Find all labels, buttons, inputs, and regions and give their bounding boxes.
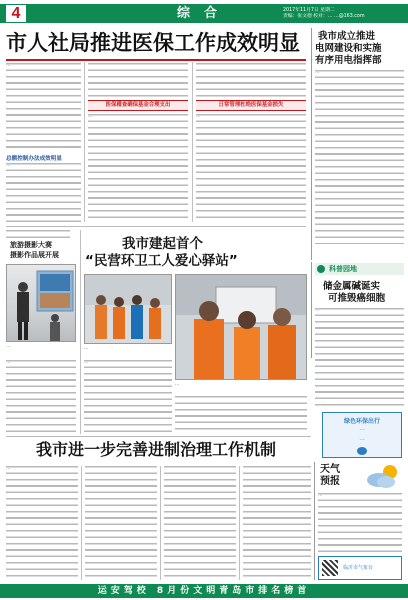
weather-source: 临沂市气象台 bbox=[343, 565, 374, 571]
bottom-body-col1: … bbox=[6, 466, 78, 580]
footer-banner: 运安驾校 8月份文明青岛市排名榜首 bbox=[0, 584, 408, 598]
workers-illustration bbox=[85, 275, 172, 344]
bottom-headline: 我市进一步完善进制治理工作机制 bbox=[36, 440, 277, 459]
volunteer-photo-right bbox=[175, 274, 307, 380]
lead-intro: … bbox=[6, 63, 81, 151]
volunteer-body-2 bbox=[175, 396, 307, 432]
volunteer-headline-line2: “民营环卫工人爱心驿站” bbox=[85, 253, 238, 269]
volunteer-body: … bbox=[84, 360, 172, 432]
sanitation-worker-illustration bbox=[176, 275, 307, 380]
lead-body-3: … bbox=[196, 114, 306, 222]
bottom-body-col2 bbox=[85, 466, 157, 580]
volunteer-photo-left bbox=[84, 274, 172, 344]
volunteer-caption-left: … bbox=[84, 346, 89, 351]
ad-box bbox=[322, 412, 402, 458]
ad-line3: … bbox=[359, 436, 365, 442]
weather-body: … bbox=[318, 493, 402, 553]
lead-body-1b bbox=[88, 63, 188, 97]
sun-cloud-icon bbox=[364, 463, 402, 489]
section-title: 综合 bbox=[176, 6, 231, 21]
science-headline-line1: 储金属碱诞实 bbox=[323, 281, 381, 292]
date-line: 2017年11月7日 星期二 bbox=[283, 8, 335, 13]
lead-subhead-2: 医保稽查确保基金合理支出 bbox=[88, 100, 188, 111]
volunteer-headline-line1: 我市建起首个 bbox=[122, 236, 203, 252]
science-headline-line2: 可推毁癌细胞 bbox=[328, 293, 386, 304]
section-divider bbox=[6, 436, 311, 437]
lead-body-1: … bbox=[6, 163, 81, 223]
weather-icon bbox=[364, 463, 402, 489]
column-rule bbox=[311, 28, 312, 260]
lead-subhead-1: 总额控制办法成效明显 bbox=[6, 156, 62, 162]
gallery-photo bbox=[6, 264, 76, 342]
gallery-body: … bbox=[6, 360, 76, 432]
column-rule bbox=[311, 262, 312, 358]
lead-headline: 市人社局推进医保工作成效明显 bbox=[6, 31, 300, 55]
exhibition-illustration bbox=[7, 265, 76, 342]
right-body: … bbox=[315, 70, 404, 244]
column-rule bbox=[160, 466, 161, 580]
science-column-name: 科普园地 bbox=[329, 265, 357, 273]
column-rule bbox=[81, 466, 82, 580]
gallery-headline-line1: 旅游摄影大赛 bbox=[10, 241, 52, 249]
bottom-body-col4 bbox=[243, 466, 311, 580]
lead-subhead-3: 日常管理杜绝医保基金损失 bbox=[196, 100, 306, 111]
column-rule bbox=[314, 462, 315, 580]
lead-rule bbox=[6, 59, 306, 61]
lead-body-2b bbox=[196, 63, 306, 97]
column-rule bbox=[84, 62, 85, 222]
page-number: 4 bbox=[6, 5, 26, 22]
leaf-icon bbox=[317, 265, 325, 273]
ad-line1: 绿色环保出行 bbox=[343, 418, 380, 425]
science-banner bbox=[315, 263, 404, 275]
gallery-headline-line2: 摄影作品展开展 bbox=[10, 251, 59, 259]
right-headline-line3: 有序用电指挥部 bbox=[315, 55, 382, 66]
column-rule bbox=[192, 62, 193, 222]
right-headline-line2: 电网建设和实施 bbox=[315, 43, 382, 54]
science-body: … bbox=[315, 308, 404, 408]
volunteer-caption-right: … bbox=[175, 382, 180, 387]
bottom-body-col3 bbox=[164, 466, 236, 580]
logo-icon bbox=[357, 447, 367, 455]
section-divider bbox=[6, 226, 306, 227]
editor-line: 责编：张文德 校对：… …@163.com bbox=[283, 14, 365, 19]
right-headline-line1: 我市成立推进 bbox=[318, 31, 376, 42]
weather-title-line2: 预报 bbox=[320, 476, 340, 487]
lead-body-2: … bbox=[88, 114, 188, 222]
qr-code-icon bbox=[322, 560, 338, 576]
column-rule bbox=[239, 466, 240, 580]
weather-source-box bbox=[318, 556, 402, 580]
weather-title-line1: 天气 bbox=[320, 464, 340, 475]
ad-line2: … bbox=[359, 426, 365, 432]
gallery-lead-text bbox=[6, 230, 70, 240]
column-rule bbox=[80, 230, 81, 434]
gallery-caption: … bbox=[6, 344, 11, 349]
